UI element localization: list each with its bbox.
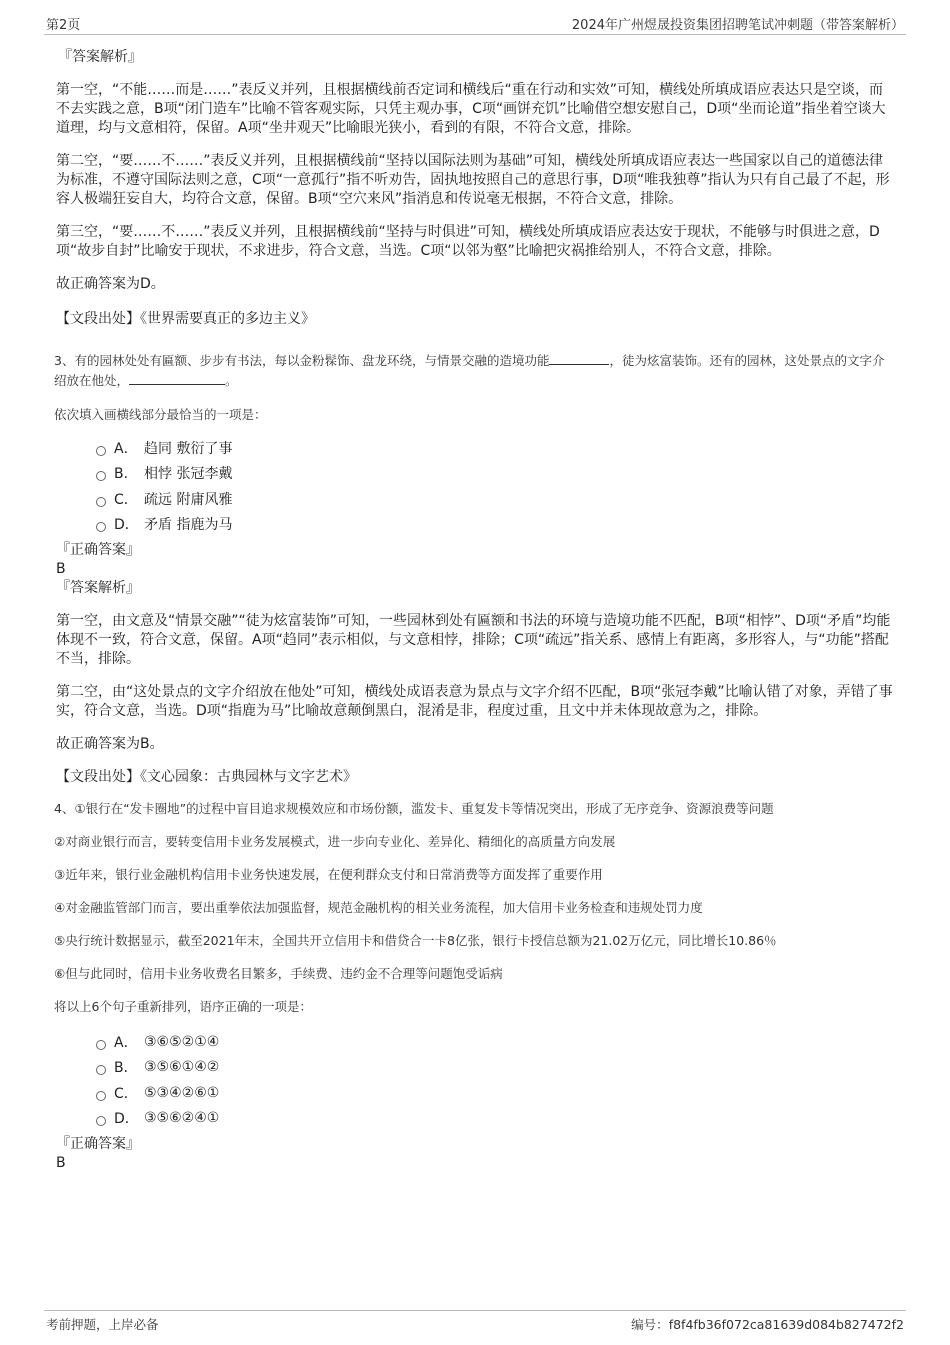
source-title: 《文心园象：古典园林与文字艺术》 [140,769,357,785]
question-stem [54,351,896,391]
document-body [56,48,896,1173]
sentence-6: ⑥但与此同时，信用卡业务收费名目繁多，手续费、违约金不合理等问题饱受诟病 [54,966,503,981]
option-letter: D． [114,1111,139,1128]
source-label: 【文段出处】 [56,311,140,327]
radio-icon[interactable] [96,497,106,507]
option-letter: B． [114,466,138,483]
option-text: 疏远 附庸风雅 [144,491,233,508]
option-c[interactable] [96,1080,896,1106]
option-letter: B． [114,1060,138,1077]
option-text: ③⑤⑥②④① [144,1110,220,1127]
page-header [44,12,906,35]
sentence-2: ②对商业银行而言，要转变信用卡业务发展模式，进一步向专业化、差异化、精细化的高质量方向发展 [54,834,616,849]
sentence-3: ③近年来，银行业金融机构信用卡业务快速发展，在便利群众支付和日常消费等方面发挥了重要作用 [54,867,603,882]
option-list [96,435,896,537]
correct-answer-heading: 『正确答案』 [56,1136,140,1152]
option-text: ⑤③④②⑥① [144,1084,220,1101]
code-label: 编号： [631,1317,669,1332]
radio-icon[interactable] [96,1116,106,1126]
source-label: 【文段出处】 [56,769,140,785]
source-title: 《世界需要真正的多边主义》 [140,311,315,327]
analysis-paragraph: 第一空，由文意及“情景交融”“徒为炫富装饰”可知，一些园林到处有匾额和书法的环境与造境功能不匹配，B项“相悖”、D项“矛盾”均能体现不一致，符合文意，保留。A项“趋同”表示相似，与文意相悖，排除；C项“疏远”指关系、感情上有距离，多形容人，与“功能”搭配不当，排除。 [56,613,891,667]
option-d[interactable] [96,1106,896,1132]
option-letter: C． [114,491,138,508]
question-prompt: 依次填入画横线部分最恰当的一项是： [54,407,267,422]
radio-icon[interactable] [96,471,106,481]
answer-conclusion: 故正确答案为D。 [56,276,165,292]
footer-slogan: 考前押题，上岸必备 [46,1317,159,1332]
answer-conclusion: 故正确答案为B。 [56,736,164,752]
option-letter: D． [114,517,139,534]
passage-source [56,768,896,787]
option-b[interactable] [96,1055,896,1081]
sentence-5: ⑤央行统计数据显示，截至2021年末，全国共开立信用卡和借贷合一卡8亿张，银行卡授信总额为21.02万亿元，同比增长10.86％ [54,933,777,948]
document-title: 2024年广州煜晟投资集团招聘笔试冲刺题（带答案解析） [571,18,904,33]
radio-icon[interactable] [96,522,106,532]
option-b[interactable] [96,461,896,487]
sentence-4: ④对金融监管部门而言，要出重拳依法加强监督，规范金融机构的相关业务流程，加大信用卡业务检查和违规处罚力度 [54,900,703,915]
analysis-paragraph: 第三空，“要……不……”表反义并列，且根据横线前“坚持与时俱进”可知，横线处所填成语应表达安于现状，不能够与时俱进之意，D项“故步自封”比喻安于现状，不求进步，符合文意，当选。C项“以邻为壑”比喻把灾祸推给别人，不符合文意，排除。 [56,224,880,259]
answer-blank [549,352,609,365]
radio-icon[interactable] [96,1040,106,1050]
option-text: 矛盾 指鹿为马 [144,517,233,534]
page-footer [44,1310,906,1335]
code-value: f8f4fb36f072ca81639d084b827472f2 [668,1317,904,1332]
analysis-heading: 『答案解析』 [58,49,142,65]
option-c[interactable] [96,486,896,512]
option-letter: C． [114,1085,138,1102]
page-number: 第2页 [46,18,81,33]
option-d[interactable] [96,512,896,538]
radio-icon[interactable] [96,1065,106,1075]
option-text: 趋同 敷衍了事 [144,440,233,457]
sentence-1: 4、①银行在“发卡圈地”的过程中盲目追求规模效应和市场份额，滥发卡、重复发卡等情况突出，形成了无序竞争、资源浪费等问题 [54,801,774,816]
correct-answer-heading: 『正确答案』 [56,542,140,558]
question-stem-part: 。 [225,373,238,388]
option-list [96,1029,896,1131]
question-prompt: 将以上6个句子重新排列，语序正确的一项是： [54,999,312,1014]
option-letter: A． [114,1034,138,1051]
question-stem-part: 3、有的园林处处有匾额、步步有书法，每以金粉髹饰、盘龙环绕，与情景交融的造境功能 [54,353,550,368]
option-letter: A． [114,440,138,457]
option-a[interactable] [96,1029,896,1055]
analysis-paragraph: 第二空，“要……不……”表反义并列，且根据横线前“坚持以国际法则为基础”可知，横线处所填成语应表达一些国家以自己的道德法律为标准，不遵守国际法则之意，C项“一意孤行”指不听劝告，固执地按照自己的意思行事，D项“唯我独尊”指认为只有自己最了不起，形容人极端狂妄自大，均符合文意，保留。B项“空穴来风”指消息和传说毫无根据，不符合文意，排除。 [56,153,890,207]
option-text: ③⑤⑥①④② [144,1059,220,1076]
radio-icon[interactable] [96,446,106,456]
question-stem-part: ，徒为炫富装饰。还有的园林，这处景点的文字介绍放在他处， [54,353,885,388]
option-text: ③⑥⑤②①④ [144,1033,220,1050]
correct-answer: B [56,1155,66,1171]
analysis-heading: 『答案解析』 [56,580,140,596]
analysis-paragraph: 第二空，由“这处景点的文字介绍放在他处”可知，横线处成语表意为景点与文字介绍不匹配，B项“张冠李戴”比喻认错了对象，弄错了事实，符合文意，当选。D项“指鹿为马”比喻故意颠倒黑白，混淆是非，程度过重，且文中并未体现故意为之，排除。 [56,684,893,719]
document-code [631,1315,904,1333]
option-text: 相悖 张冠李戴 [144,466,233,483]
radio-icon[interactable] [96,1091,106,1101]
option-a[interactable] [96,435,896,461]
analysis-paragraph: 第一空，“不能……而是……”表反义并列，且根据横线前否定词和横线后“重在行动和实效”可知，横线处所填成语应表达只是空谈，而不去实践之意，B项“闭门造车”比喻不管客观实际，只凭主观办事，C项“画饼充饥”比喻借空想安慰自己，D项“坐而论道”指坐着空谈大道理，均与文意相符，保留。A项“坐井观天”比喻眼光狭小，看到的有限，不符合文意，排除。 [56,82,886,136]
answer-blank [129,372,225,385]
passage-source [56,310,896,329]
correct-answer: B [56,561,66,577]
